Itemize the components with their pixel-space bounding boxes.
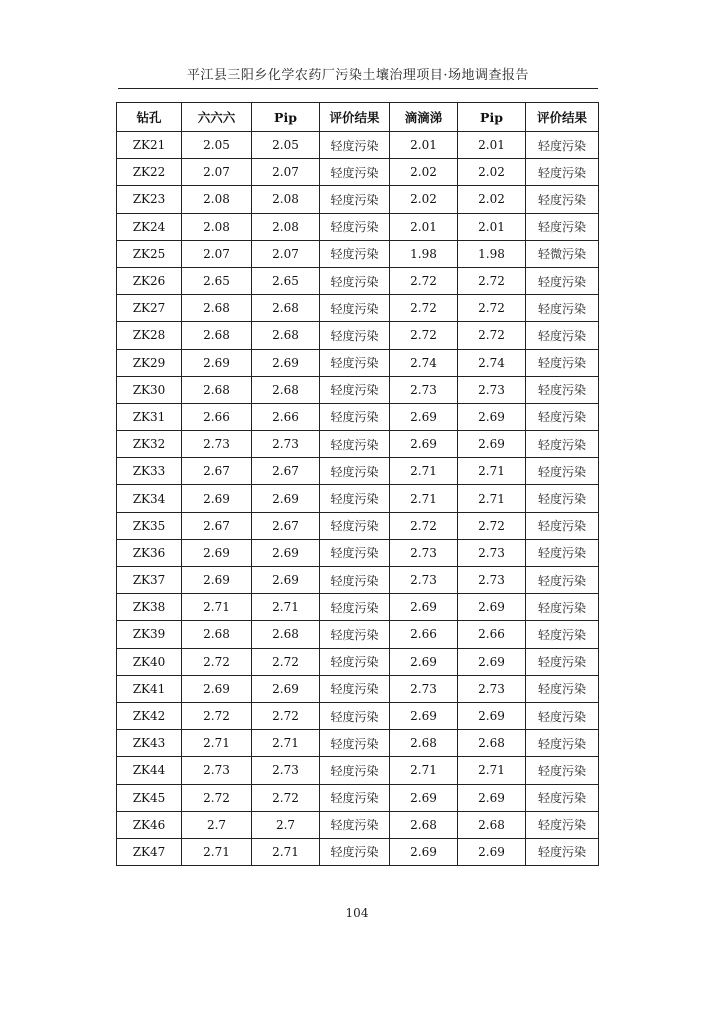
hch-result-cell: 轻度污染 bbox=[320, 186, 390, 213]
table-row bbox=[117, 132, 599, 159]
table-row bbox=[117, 594, 599, 621]
ddt-result-cell: 轻度污染 bbox=[526, 621, 599, 648]
ddt-result-cell: 轻度污染 bbox=[526, 648, 599, 675]
ddt-pip-cell: 2.69 bbox=[458, 431, 526, 458]
borehole-cell: ZK26 bbox=[117, 267, 182, 294]
ddt-pip-cell: 2.72 bbox=[458, 267, 526, 294]
borehole-cell: ZK40 bbox=[117, 648, 182, 675]
ddt-value-cell: 2.02 bbox=[390, 159, 458, 186]
ddt-value-cell: 2.69 bbox=[390, 594, 458, 621]
hch-pip-cell: 2.08 bbox=[252, 186, 320, 213]
ddt-value-cell: 2.69 bbox=[390, 702, 458, 729]
hch-result-cell: 轻度污染 bbox=[320, 512, 390, 539]
ddt-value-cell: 2.72 bbox=[390, 322, 458, 349]
borehole-cell: ZK27 bbox=[117, 295, 182, 322]
ddt-pip-cell: 2.72 bbox=[458, 295, 526, 322]
table-row bbox=[117, 730, 599, 757]
column-header-borehole: 钻孔 bbox=[117, 103, 182, 132]
borehole-cell: ZK41 bbox=[117, 675, 182, 702]
hch-pip-cell: 2.67 bbox=[252, 512, 320, 539]
ddt-pip-cell: 2.73 bbox=[458, 675, 526, 702]
hch-result-cell: 轻度污染 bbox=[320, 784, 390, 811]
hch-result-cell: 轻度污染 bbox=[320, 702, 390, 729]
table-row bbox=[117, 648, 599, 675]
column-header-pip-hch: Pip bbox=[252, 103, 320, 132]
hch-result-cell: 轻度污染 bbox=[320, 675, 390, 702]
ddt-result-cell: 轻度污染 bbox=[526, 485, 599, 512]
ddt-result-cell: 轻度污染 bbox=[526, 675, 599, 702]
hch-result-cell: 轻度污染 bbox=[320, 811, 390, 838]
hch-pip-cell: 2.69 bbox=[252, 349, 320, 376]
ddt-pip-cell: 2.72 bbox=[458, 322, 526, 349]
ddt-pip-cell: 1.98 bbox=[458, 240, 526, 267]
hch-value-cell: 2.73 bbox=[182, 431, 252, 458]
table-row bbox=[117, 567, 599, 594]
ddt-value-cell: 2.72 bbox=[390, 512, 458, 539]
ddt-pip-cell: 2.74 bbox=[458, 349, 526, 376]
hch-result-cell: 轻度污染 bbox=[320, 267, 390, 294]
ddt-pip-cell: 2.71 bbox=[458, 757, 526, 784]
hch-result-cell: 轻度污染 bbox=[320, 621, 390, 648]
borehole-cell: ZK38 bbox=[117, 594, 182, 621]
ddt-result-cell: 轻度污染 bbox=[526, 159, 599, 186]
table-row bbox=[117, 485, 599, 512]
hch-pip-cell: 2.05 bbox=[252, 132, 320, 159]
hch-value-cell: 2.08 bbox=[182, 213, 252, 240]
ddt-result-cell: 轻度污染 bbox=[526, 702, 599, 729]
ddt-value-cell: 2.69 bbox=[390, 838, 458, 865]
hch-value-cell: 2.69 bbox=[182, 675, 252, 702]
borehole-cell: ZK22 bbox=[117, 159, 182, 186]
hch-result-cell: 轻度污染 bbox=[320, 838, 390, 865]
ddt-result-cell: 轻度污染 bbox=[526, 539, 599, 566]
hch-result-cell: 轻度污染 bbox=[320, 349, 390, 376]
column-header-result-ddt: 评价结果 bbox=[526, 103, 599, 132]
hch-result-cell: 轻度污染 bbox=[320, 132, 390, 159]
hch-value-cell: 2.71 bbox=[182, 730, 252, 757]
borehole-cell: ZK36 bbox=[117, 539, 182, 566]
borehole-cell: ZK32 bbox=[117, 431, 182, 458]
hch-pip-cell: 2.71 bbox=[252, 730, 320, 757]
hch-pip-cell: 2.67 bbox=[252, 458, 320, 485]
ddt-result-cell: 轻度污染 bbox=[526, 838, 599, 865]
hch-pip-cell: 2.7 bbox=[252, 811, 320, 838]
ddt-pip-cell: 2.71 bbox=[458, 485, 526, 512]
table-row bbox=[117, 757, 599, 784]
borehole-cell: ZK45 bbox=[117, 784, 182, 811]
borehole-cell: ZK25 bbox=[117, 240, 182, 267]
ddt-result-cell: 轻度污染 bbox=[526, 567, 599, 594]
table-row bbox=[117, 621, 599, 648]
ddt-pip-cell: 2.69 bbox=[458, 784, 526, 811]
ddt-value-cell: 2.01 bbox=[390, 213, 458, 240]
ddt-result-cell: 轻度污染 bbox=[526, 594, 599, 621]
ddt-result-cell: 轻度污染 bbox=[526, 811, 599, 838]
table-row bbox=[117, 431, 599, 458]
table-row bbox=[117, 702, 599, 729]
ddt-result-cell: 轻度污染 bbox=[526, 349, 599, 376]
hch-pip-cell: 2.07 bbox=[252, 159, 320, 186]
borehole-cell: ZK29 bbox=[117, 349, 182, 376]
ddt-result-cell: 轻度污染 bbox=[526, 322, 599, 349]
ddt-result-cell: 轻度污染 bbox=[526, 730, 599, 757]
hch-pip-cell: 2.69 bbox=[252, 675, 320, 702]
column-header-ddt: 滴滴涕 bbox=[390, 103, 458, 132]
ddt-value-cell: 2.71 bbox=[390, 458, 458, 485]
hch-result-cell: 轻度污染 bbox=[320, 295, 390, 322]
ddt-pip-cell: 2.69 bbox=[458, 648, 526, 675]
borehole-cell: ZK47 bbox=[117, 838, 182, 865]
ddt-value-cell: 2.71 bbox=[390, 757, 458, 784]
ddt-pip-cell: 2.73 bbox=[458, 539, 526, 566]
hch-pip-cell: 2.69 bbox=[252, 485, 320, 512]
ddt-pip-cell: 2.02 bbox=[458, 159, 526, 186]
ddt-value-cell: 2.01 bbox=[390, 132, 458, 159]
ddt-result-cell: 轻度污染 bbox=[526, 431, 599, 458]
table-row bbox=[117, 213, 599, 240]
hch-result-cell: 轻度污染 bbox=[320, 567, 390, 594]
ddt-pip-cell: 2.69 bbox=[458, 702, 526, 729]
page-header-title: 平江县三阳乡化学农药厂污染土壤治理项目·场地调查报告 bbox=[186, 68, 530, 83]
hch-result-cell: 轻度污染 bbox=[320, 458, 390, 485]
hch-pip-cell: 2.08 bbox=[252, 213, 320, 240]
ddt-result-cell: 轻度污染 bbox=[526, 186, 599, 213]
borehole-cell: ZK35 bbox=[117, 512, 182, 539]
hch-pip-cell: 2.72 bbox=[252, 784, 320, 811]
pollution-assessment-table bbox=[116, 102, 599, 866]
ddt-result-cell: 轻度污染 bbox=[526, 784, 599, 811]
borehole-cell: ZK31 bbox=[117, 403, 182, 430]
ddt-pip-cell: 2.66 bbox=[458, 621, 526, 648]
hch-value-cell: 2.67 bbox=[182, 512, 252, 539]
ddt-result-cell: 轻度污染 bbox=[526, 213, 599, 240]
ddt-pip-cell: 2.02 bbox=[458, 186, 526, 213]
ddt-pip-cell: 2.69 bbox=[458, 838, 526, 865]
ddt-result-cell: 轻度污染 bbox=[526, 295, 599, 322]
ddt-pip-cell: 2.69 bbox=[458, 594, 526, 621]
hch-value-cell: 2.71 bbox=[182, 838, 252, 865]
ddt-result-cell: 轻度污染 bbox=[526, 132, 599, 159]
column-header-hch: 六六六 bbox=[182, 103, 252, 132]
ddt-value-cell: 2.02 bbox=[390, 186, 458, 213]
borehole-cell: ZK43 bbox=[117, 730, 182, 757]
hch-value-cell: 2.71 bbox=[182, 594, 252, 621]
hch-value-cell: 2.69 bbox=[182, 349, 252, 376]
hch-result-cell: 轻度污染 bbox=[320, 213, 390, 240]
table-row bbox=[117, 675, 599, 702]
ddt-value-cell: 2.69 bbox=[390, 403, 458, 430]
hch-result-cell: 轻度污染 bbox=[320, 539, 390, 566]
hch-value-cell: 2.66 bbox=[182, 403, 252, 430]
hch-value-cell: 2.05 bbox=[182, 132, 252, 159]
hch-value-cell: 2.72 bbox=[182, 702, 252, 729]
borehole-cell: ZK28 bbox=[117, 322, 182, 349]
column-header-result-hch: 评价结果 bbox=[320, 103, 390, 132]
ddt-value-cell: 2.73 bbox=[390, 539, 458, 566]
hch-value-cell: 2.7 bbox=[182, 811, 252, 838]
hch-value-cell: 2.07 bbox=[182, 240, 252, 267]
hch-pip-cell: 2.71 bbox=[252, 838, 320, 865]
ddt-pip-cell: 2.01 bbox=[458, 132, 526, 159]
ddt-pip-cell: 2.73 bbox=[458, 376, 526, 403]
hch-result-cell: 轻度污染 bbox=[320, 240, 390, 267]
table-row bbox=[117, 539, 599, 566]
borehole-cell: ZK46 bbox=[117, 811, 182, 838]
table-row bbox=[117, 512, 599, 539]
table-row bbox=[117, 159, 599, 186]
ddt-value-cell: 2.73 bbox=[390, 675, 458, 702]
ddt-value-cell: 1.98 bbox=[390, 240, 458, 267]
hch-pip-cell: 2.72 bbox=[252, 702, 320, 729]
hch-pip-cell: 2.69 bbox=[252, 539, 320, 566]
header-divider bbox=[118, 88, 598, 89]
ddt-value-cell: 2.72 bbox=[390, 267, 458, 294]
ddt-value-cell: 2.71 bbox=[390, 485, 458, 512]
table-row bbox=[117, 376, 599, 403]
ddt-result-cell: 轻度污染 bbox=[526, 512, 599, 539]
borehole-cell: ZK44 bbox=[117, 757, 182, 784]
hch-pip-cell: 2.66 bbox=[252, 403, 320, 430]
ddt-value-cell: 2.73 bbox=[390, 376, 458, 403]
hch-value-cell: 2.69 bbox=[182, 567, 252, 594]
hch-value-cell: 2.65 bbox=[182, 267, 252, 294]
table-row bbox=[117, 458, 599, 485]
hch-value-cell: 2.68 bbox=[182, 322, 252, 349]
hch-value-cell: 2.07 bbox=[182, 159, 252, 186]
table-row bbox=[117, 811, 599, 838]
ddt-result-cell: 轻度污染 bbox=[526, 757, 599, 784]
hch-value-cell: 2.68 bbox=[182, 621, 252, 648]
borehole-cell: ZK34 bbox=[117, 485, 182, 512]
hch-value-cell: 2.69 bbox=[182, 539, 252, 566]
hch-result-cell: 轻度污染 bbox=[320, 431, 390, 458]
hch-result-cell: 轻度污染 bbox=[320, 648, 390, 675]
borehole-cell: ZK30 bbox=[117, 376, 182, 403]
hch-pip-cell: 2.73 bbox=[252, 757, 320, 784]
ddt-value-cell: 2.68 bbox=[390, 811, 458, 838]
ddt-pip-cell: 2.01 bbox=[458, 213, 526, 240]
ddt-value-cell: 2.74 bbox=[390, 349, 458, 376]
hch-pip-cell: 2.65 bbox=[252, 267, 320, 294]
hch-result-cell: 轻度污染 bbox=[320, 757, 390, 784]
ddt-result-cell: 轻度污染 bbox=[526, 267, 599, 294]
hch-pip-cell: 2.07 bbox=[252, 240, 320, 267]
hch-value-cell: 2.69 bbox=[182, 485, 252, 512]
ddt-pip-cell: 2.68 bbox=[458, 730, 526, 757]
hch-value-cell: 2.68 bbox=[182, 295, 252, 322]
ddt-value-cell: 2.66 bbox=[390, 621, 458, 648]
borehole-cell: ZK21 bbox=[117, 132, 182, 159]
hch-result-cell: 轻度污染 bbox=[320, 730, 390, 757]
hch-value-cell: 2.72 bbox=[182, 784, 252, 811]
ddt-pip-cell: 2.71 bbox=[458, 458, 526, 485]
hch-pip-cell: 2.68 bbox=[252, 376, 320, 403]
ddt-pip-cell: 2.72 bbox=[458, 512, 526, 539]
borehole-cell: ZK33 bbox=[117, 458, 182, 485]
ddt-pip-cell: 2.73 bbox=[458, 567, 526, 594]
ddt-pip-cell: 2.68 bbox=[458, 811, 526, 838]
table-row bbox=[117, 322, 599, 349]
borehole-cell: ZK24 bbox=[117, 213, 182, 240]
hch-result-cell: 轻度污染 bbox=[320, 376, 390, 403]
table-row bbox=[117, 784, 599, 811]
ddt-result-cell: 轻度污染 bbox=[526, 458, 599, 485]
table-row bbox=[117, 295, 599, 322]
ddt-result-cell: 轻微污染 bbox=[526, 240, 599, 267]
column-header-pip-ddt: Pip bbox=[458, 103, 526, 132]
hch-result-cell: 轻度污染 bbox=[320, 485, 390, 512]
borehole-cell: ZK39 bbox=[117, 621, 182, 648]
page-number: 104 bbox=[345, 906, 369, 920]
hch-pip-cell: 2.68 bbox=[252, 322, 320, 349]
table-row bbox=[117, 838, 599, 865]
ddt-value-cell: 2.69 bbox=[390, 431, 458, 458]
borehole-cell: ZK37 bbox=[117, 567, 182, 594]
ddt-result-cell: 轻度污染 bbox=[526, 376, 599, 403]
ddt-value-cell: 2.69 bbox=[390, 648, 458, 675]
ddt-pip-cell: 2.69 bbox=[458, 403, 526, 430]
ddt-value-cell: 2.69 bbox=[390, 784, 458, 811]
table-row bbox=[117, 186, 599, 213]
borehole-cell: ZK23 bbox=[117, 186, 182, 213]
table-row bbox=[117, 267, 599, 294]
hch-pip-cell: 2.73 bbox=[252, 431, 320, 458]
hch-result-cell: 轻度污染 bbox=[320, 159, 390, 186]
borehole-cell: ZK42 bbox=[117, 702, 182, 729]
hch-value-cell: 2.67 bbox=[182, 458, 252, 485]
ddt-result-cell: 轻度污染 bbox=[526, 403, 599, 430]
ddt-value-cell: 2.73 bbox=[390, 567, 458, 594]
hch-pip-cell: 2.68 bbox=[252, 621, 320, 648]
hch-result-cell: 轻度污染 bbox=[320, 322, 390, 349]
hch-value-cell: 2.08 bbox=[182, 186, 252, 213]
hch-value-cell: 2.68 bbox=[182, 376, 252, 403]
hch-result-cell: 轻度污染 bbox=[320, 403, 390, 430]
hch-pip-cell: 2.68 bbox=[252, 295, 320, 322]
hch-value-cell: 2.72 bbox=[182, 648, 252, 675]
table-row bbox=[117, 240, 599, 267]
ddt-value-cell: 2.72 bbox=[390, 295, 458, 322]
hch-result-cell: 轻度污染 bbox=[320, 594, 390, 621]
table-header-row bbox=[117, 103, 599, 132]
ddt-value-cell: 2.68 bbox=[390, 730, 458, 757]
table-row bbox=[117, 349, 599, 376]
table-row bbox=[117, 403, 599, 430]
hch-pip-cell: 2.72 bbox=[252, 648, 320, 675]
hch-pip-cell: 2.69 bbox=[252, 567, 320, 594]
hch-pip-cell: 2.71 bbox=[252, 594, 320, 621]
hch-value-cell: 2.73 bbox=[182, 757, 252, 784]
